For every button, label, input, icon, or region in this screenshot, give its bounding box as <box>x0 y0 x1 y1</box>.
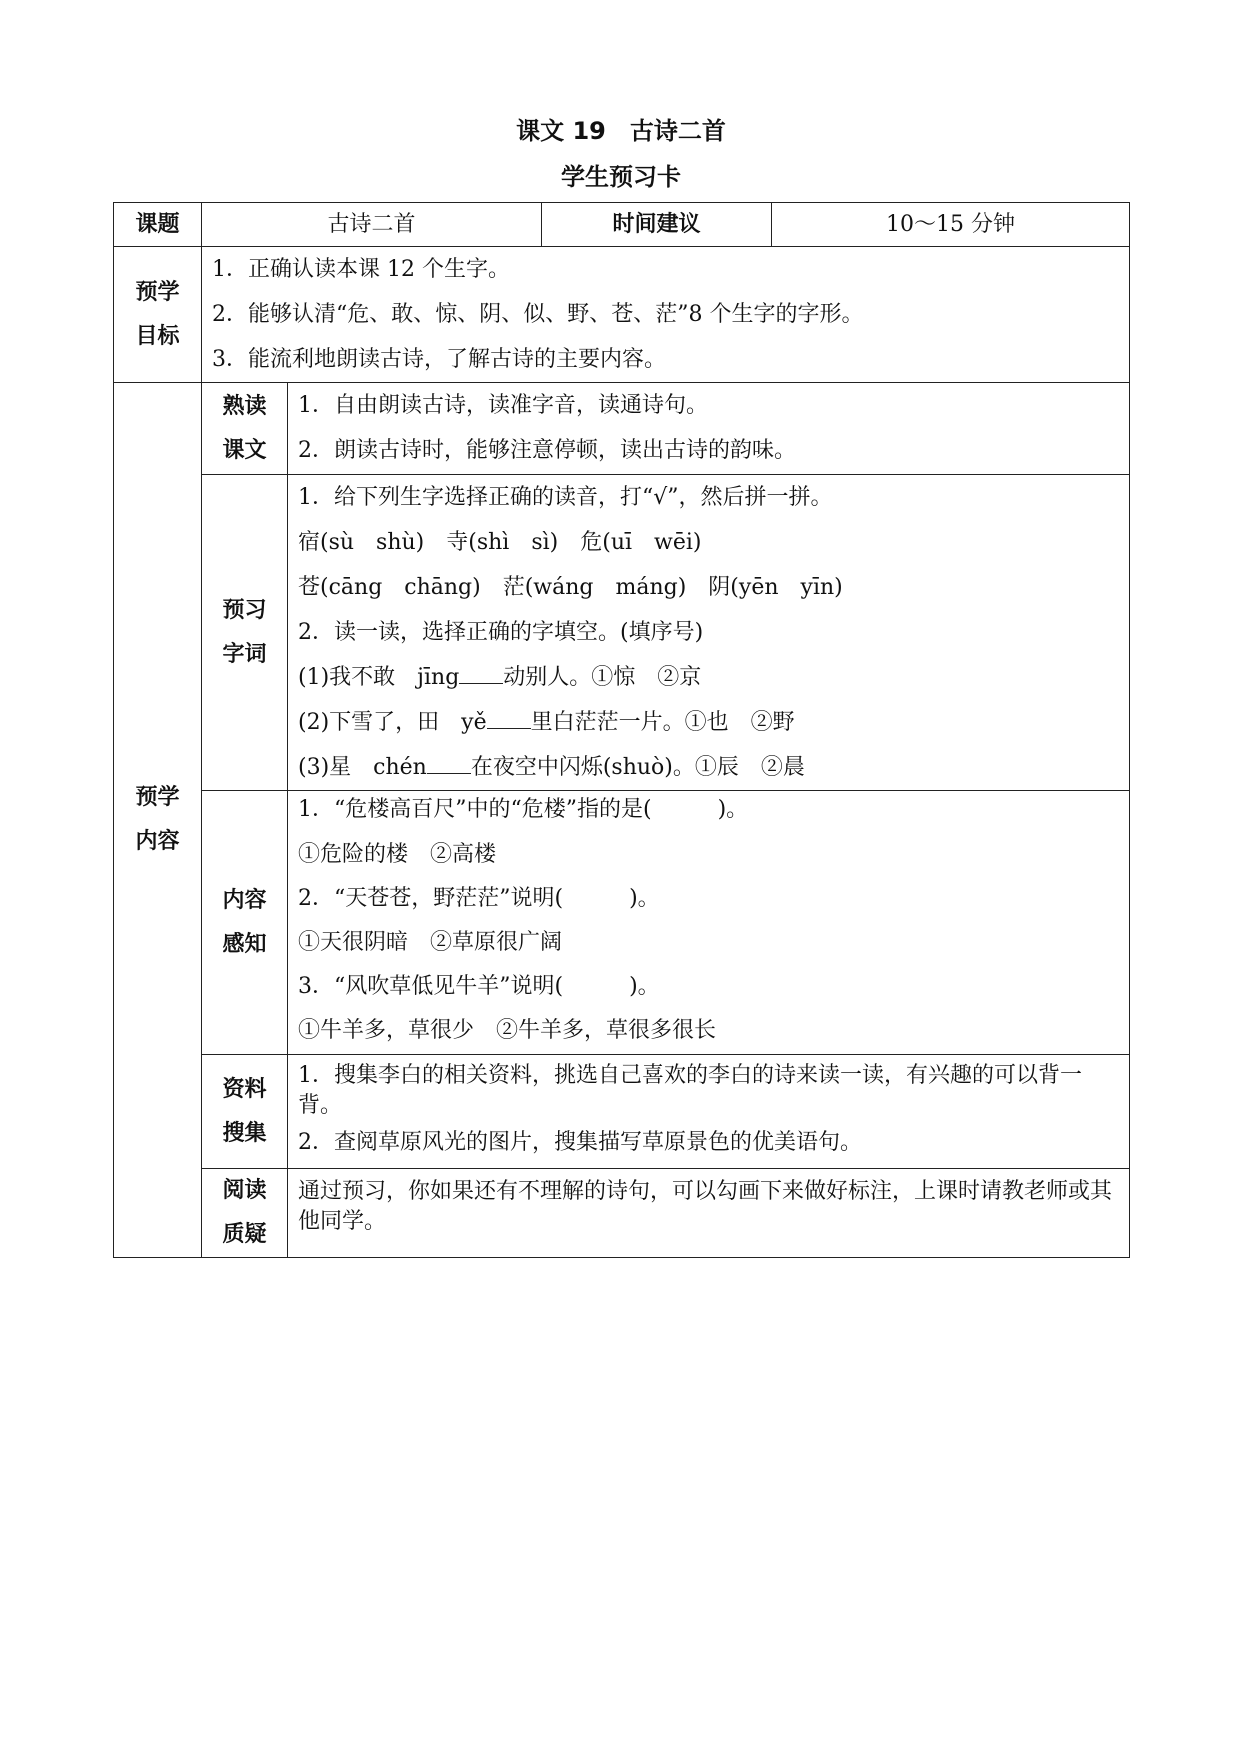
words-q2: 2．读一读，选择正确的字填空。(填序号) <box>298 620 704 645</box>
goals-label <box>114 247 202 383</box>
fill-blank[interactable] <box>459 659 503 684</box>
perception-label-line1: 内容 <box>222 887 267 913</box>
question-text: 通过预习，你如果还有不理解的诗句，可以勾画下来做好标注，上课时请教老师或其他同学。 <box>298 1179 1113 1234</box>
words-q2-item <box>298 745 1119 790</box>
goals-items <box>202 247 1130 383</box>
perception-label <box>202 791 288 1055</box>
words-row <box>114 475 1130 791</box>
time-value: 10～15 分钟 <box>772 203 1130 247</box>
collect-items <box>288 1055 1130 1169</box>
perception-item: ①危险的楼 ②高楼 <box>298 842 497 867</box>
reading-label-line2: 课文 <box>222 437 267 463</box>
goal-item: 2．能够认清“危、敢、惊、阴、似、野、苍、茫”8 个生字的字形。 <box>212 302 864 327</box>
question-label <box>202 1169 288 1258</box>
collect-item: 1．搜集李白的相关资料，挑选自己喜欢的李白的诗来读一读，有兴趣的可以背一背。 <box>298 1063 1082 1118</box>
perception-label-line2: 感知 <box>222 931 267 957</box>
reading-item: 1．自由朗读古诗，读准字音，读通诗句。 <box>298 393 708 418</box>
reading-row <box>114 383 1130 475</box>
words-q2-before: (1)我不敢 jīng <box>298 665 460 690</box>
perception-items <box>288 791 1130 1055</box>
goals-label-line1: 预学 <box>135 279 180 305</box>
perception-item: 1．“危楼高百尺”中的“危楼”指的是( )。 <box>298 797 749 822</box>
content-label <box>114 383 202 1258</box>
words-q2-before: (3)星 chén <box>298 755 427 780</box>
preview-table <box>113 202 1130 1258</box>
perception-row <box>114 791 1130 1055</box>
goal-item: 1．正确认读本课 12 个生字。 <box>212 257 510 282</box>
topic-label: 课题 <box>114 203 202 247</box>
header-row <box>114 203 1130 247</box>
collect-label <box>202 1055 288 1169</box>
words-q2-after: 动别人。①惊 ②京 <box>503 665 702 690</box>
perception-item: 2．“天苍苍，野茫茫”说明( )。 <box>298 886 660 911</box>
question-label-line1: 阅读 <box>222 1178 267 1203</box>
words-items <box>288 475 1130 791</box>
card-subtitle: 学生预习卡 <box>561 163 681 191</box>
content-label-line1: 预学 <box>135 785 180 810</box>
words-label <box>202 475 288 791</box>
words-label-line1: 预习 <box>222 597 267 623</box>
question-text-cell <box>288 1169 1130 1258</box>
lesson-title: 课文 19 古诗二首 <box>516 117 726 145</box>
fill-blank[interactable] <box>487 704 531 729</box>
reading-item: 2．朗读古诗时，能够注意停顿，读出古诗的韵味。 <box>298 438 796 463</box>
fill-blank[interactable] <box>427 749 471 774</box>
reading-label <box>202 383 288 475</box>
reading-label-line1: 熟读 <box>222 393 267 419</box>
goal-item: 3．能流利地朗读古诗，了解古诗的主要内容。 <box>212 347 666 372</box>
collect-label-line1: 资料 <box>222 1076 267 1102</box>
words-q1: 1．给下列生字选择正确的读音，打“√”，然后拼一拼。 <box>298 485 833 510</box>
words-label-line2: 字词 <box>222 641 267 667</box>
collect-label-line2: 搜集 <box>222 1120 267 1146</box>
words-q2-after: 里白茫茫一片。①也 ②野 <box>530 710 795 735</box>
words-q2-after: 在夜空中闪烁(shuò)。①辰 ②晨 <box>470 755 805 780</box>
topic-value: 古诗二首 <box>202 203 542 247</box>
question-row <box>114 1169 1130 1258</box>
words-q1-row2: 苍(cāng chāng) 茫(wáng máng) 阴(yēn yīn) <box>298 575 843 600</box>
preview-card <box>113 112 1129 1258</box>
question-label-line2: 质疑 <box>222 1222 267 1247</box>
collect-row <box>114 1055 1130 1169</box>
collect-item: 2．查阅草原风光的图片，搜集描写草原景色的优美语句。 <box>298 1130 862 1155</box>
perception-item: ①天很阴暗 ②草原很广阔 <box>298 930 563 955</box>
words-q2-item <box>298 655 1119 700</box>
words-q1-row1: 宿(sù shù) 寺(shì sì) 危(uī wēi) <box>298 530 702 555</box>
content-label-line2: 内容 <box>135 829 180 854</box>
perception-item: 3．“风吹草低见牛羊”说明( )。 <box>298 974 660 999</box>
perception-item: ①牛羊多，草很少 ②牛羊多，草很多很长 <box>298 1018 717 1043</box>
goals-row <box>114 247 1130 383</box>
reading-items <box>288 383 1130 475</box>
time-label: 时间建议 <box>542 203 772 247</box>
words-q2-item <box>298 700 1119 745</box>
words-q2-before: (2)下雪了，田 yě <box>298 710 487 735</box>
goals-label-line2: 目标 <box>135 323 180 349</box>
